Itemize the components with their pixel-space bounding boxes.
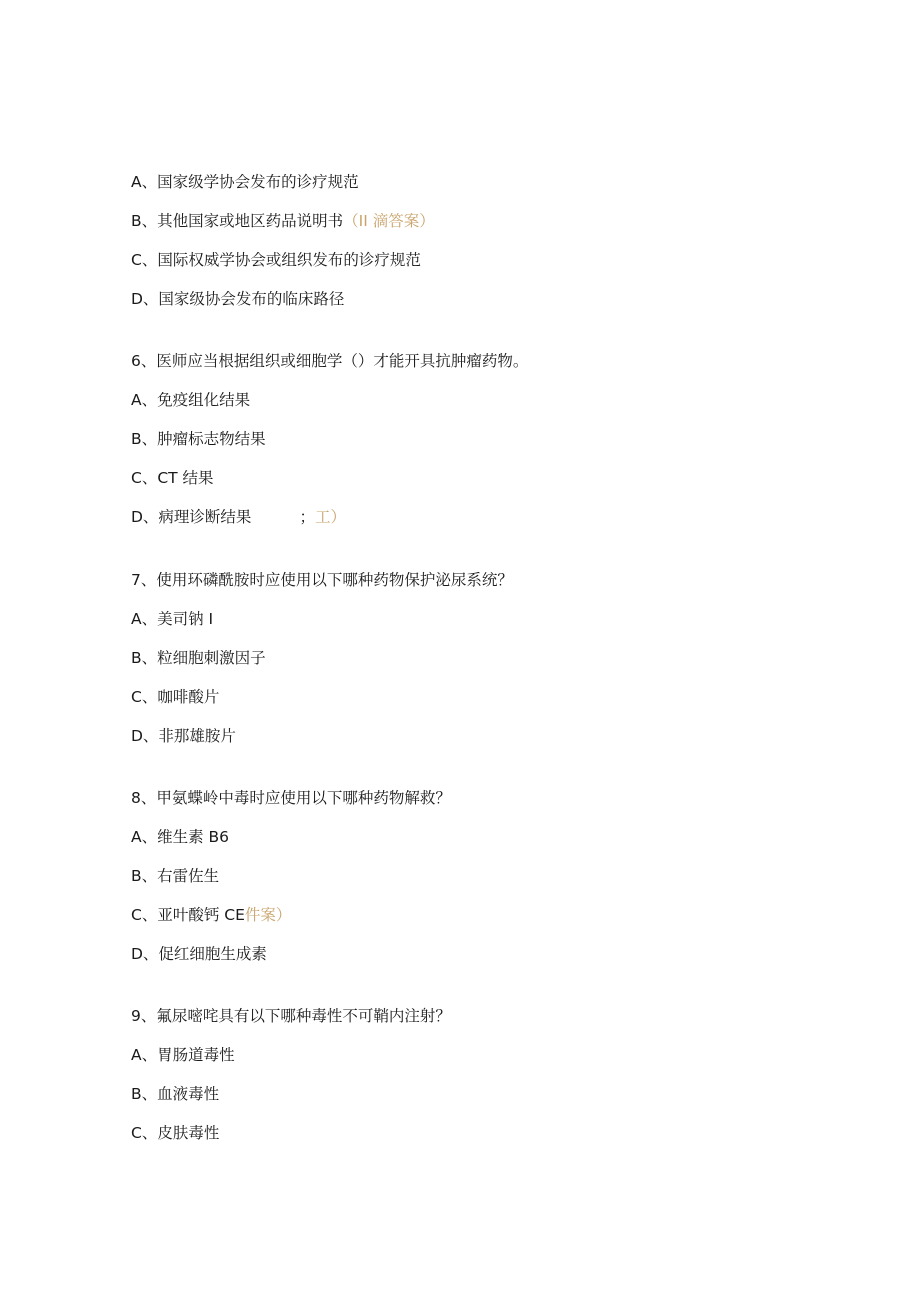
q8-option-d: D、促红细胞生成素: [131, 945, 267, 963]
q6-option-d-answer-mark: 工）: [314, 508, 346, 526]
q8-option-a: A、维生素 B6: [131, 828, 230, 846]
q6-option-d-text: D、病理诊断结果: [131, 508, 252, 526]
q8-option-c-answer-mark: 件案）: [244, 906, 292, 924]
q9-stem: 9、氟尿嘧咤具有以下哪种毒性不可鞘内注射？: [131, 1007, 451, 1025]
q6-option-c: C、CT 结果: [131, 469, 214, 487]
q5-option-a: A、国家级学协会发布的诊疗规范: [131, 173, 359, 191]
q6-option-b: B、肿瘤标志物结果: [131, 430, 266, 448]
q9-option-a: A、胃肠道毒性: [131, 1046, 235, 1064]
q7-stem: 7、使用环磷酰胺时应使用以下哪种药物保护泌尿系统？: [131, 571, 513, 589]
q7-option-d: D、非那雄胺片: [131, 727, 236, 745]
q8-option-c: [131, 904, 291, 926]
q8-option-c-text: C、亚叶酸钙 CE: [131, 906, 245, 924]
q5-option-d: D、国家级协会发布的临床路径: [131, 290, 345, 308]
q6-option-d: [131, 506, 346, 528]
q7-option-c: C、咖啡酸片: [131, 688, 220, 706]
q9-option-c: C、皮肤毒性: [131, 1124, 220, 1142]
q6-option-a: A、免疫组化结果: [131, 391, 251, 409]
q8-option-b: B、右雷佐生: [131, 867, 220, 885]
q9-option-b: B、血液毒性: [131, 1085, 220, 1103]
q5-option-b-answer-mark: （II 滴答案）: [343, 212, 435, 230]
q5-option-b: [131, 210, 435, 232]
q7-option-b: B、粒细胞刺激因子: [131, 649, 266, 667]
q8-stem: 8、甲氨蝶岭中毒时应使用以下哪种药物解救？: [131, 789, 451, 807]
q5-option-b-text: B、其他国家或地区药品说明书: [131, 212, 344, 230]
q6-stem: 6、医师应当根据组织或细胞学（）才能开具抗肿瘤药物。: [131, 352, 529, 370]
q6-option-d-separator: ；: [299, 508, 315, 526]
q7-option-a: A、美司钠 I: [131, 610, 214, 628]
q5-option-c: C、国际权威学协会或组织发布的诊疗规范: [131, 251, 421, 269]
